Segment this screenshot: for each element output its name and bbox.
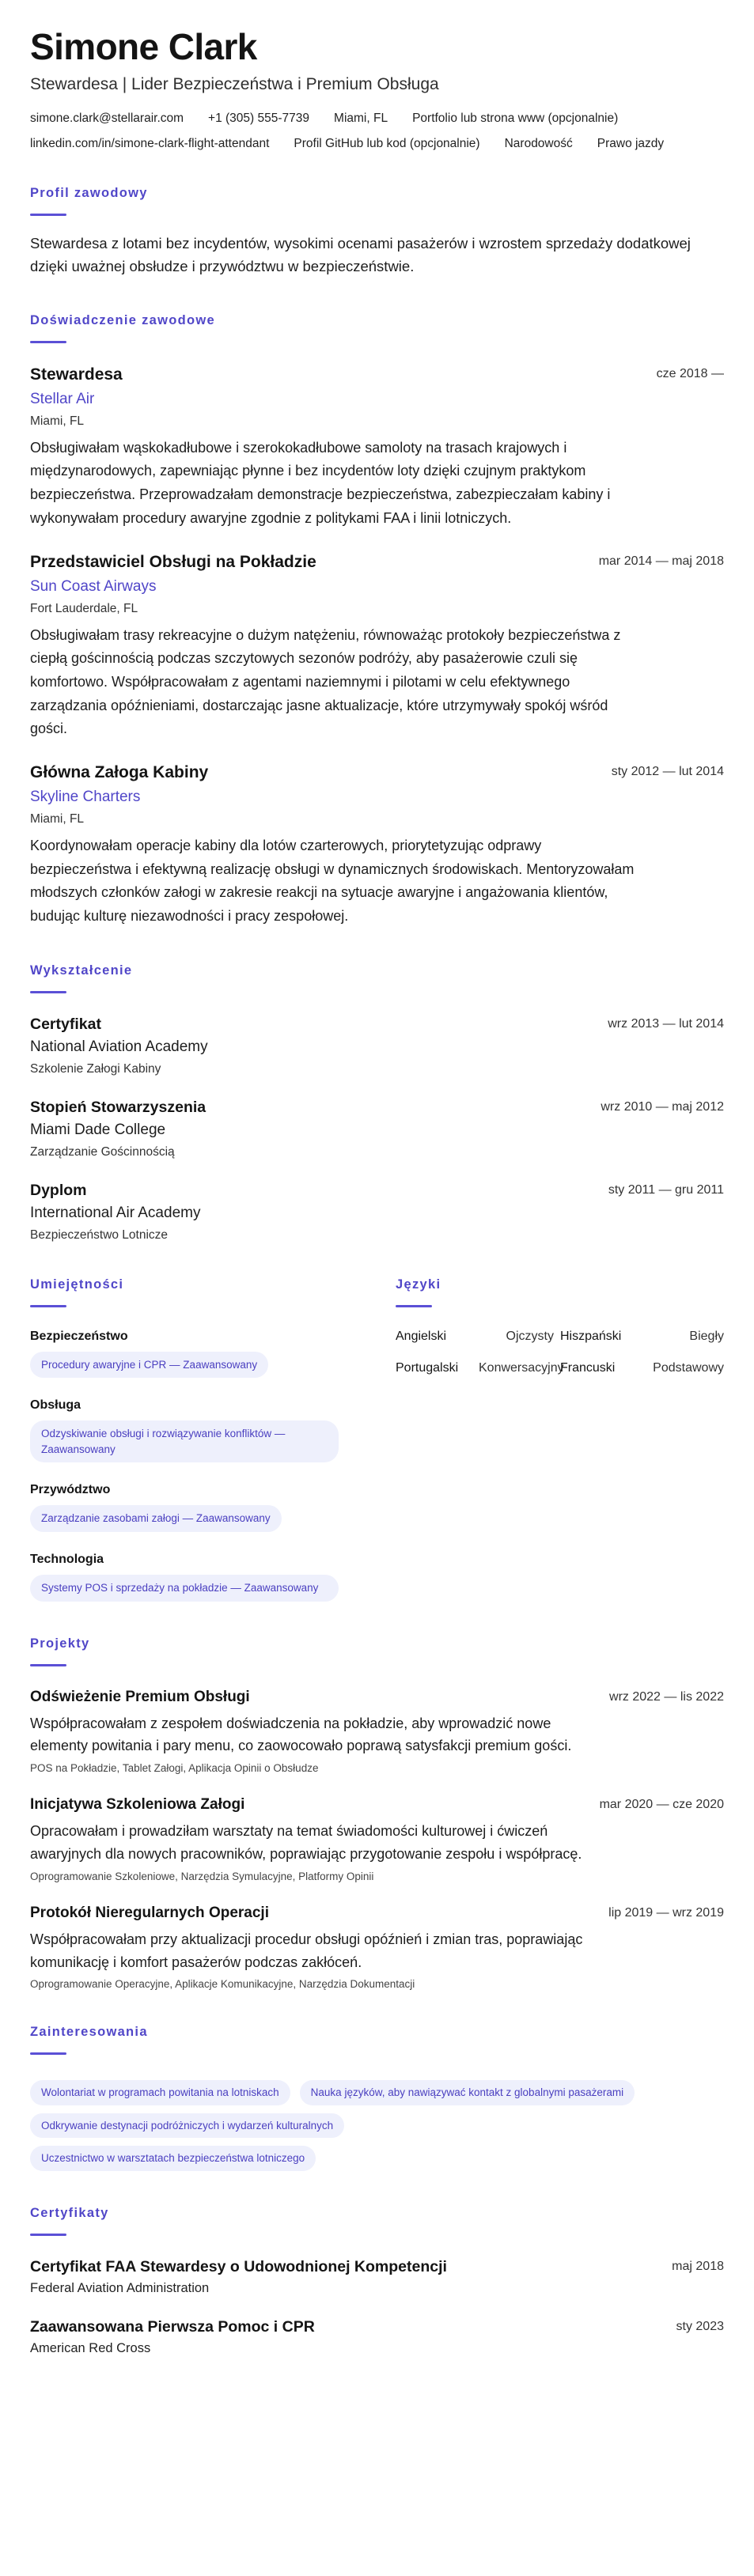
section-divider <box>30 1664 66 1666</box>
language-name: Portugalski <box>396 1360 459 1375</box>
project-dates: wrz 2022 — lis 2022 <box>609 1689 724 1704</box>
certification-date: maj 2018 <box>672 2260 724 2273</box>
interest-pill: Wolontariat w programach powitania na lotniskach <box>30 2080 290 2105</box>
skills-column <box>30 1243 362 1602</box>
section-title-languages: Języki <box>396 1277 441 1292</box>
project-name: Inicjatywa Szkoleniowa Załogi <box>30 1796 245 1814</box>
languages-grid <box>396 1330 724 1375</box>
project-description: Współpracowałam z zespołem doświadczenia na pokładzie, aby wprowadzić nowe elementy powitania i pary menu, co zaowocowało poprawą satysfakcji premium gości. <box>30 1715 572 1754</box>
section-title-skills: Umiejętności <box>30 1277 124 1292</box>
experience-role: Przedstawiciel Obsługi na Pokładzie <box>30 552 316 571</box>
section-divider <box>30 341 66 343</box>
section-divider <box>30 2052 66 2055</box>
project-name: Odświeżenie Premium Obsługi <box>30 1688 250 1705</box>
education-entry <box>30 1099 724 1159</box>
contact-driving-license: Prawo jazdy <box>597 136 665 150</box>
experience-description: Obsługiwałam wąskokadłubowe i szerokokadłubowe samoloty na trasach krajowych i międzynarodowych, zapewniając płynne i bez incydentów loty dzięki czujnym praktykom bezpieczeństwa. Przeprowadzałam demonstracje bezpieczeństwa, zabezpieczałam kabiny i wykonywałam procedury awaryjne zgodnie z politykami FAA i linii lotniczych. <box>30 439 611 526</box>
education-field: Zarządzanie Gościnnością <box>30 1144 175 1159</box>
education-degree: Certyfikat <box>30 1015 101 1033</box>
education-field: Bezpieczeństwo Lotnicze <box>30 1227 169 1242</box>
section-title-projects: Projekty <box>30 1636 90 1651</box>
education-school: International Air Academy <box>30 1204 201 1221</box>
skill-pill: Systemy POS i sprzedaży na pokładzie — Zaawansowany <box>30 1575 339 1602</box>
experience-description: Koordynowałam operacje kabiny dla lotów czarterowych, priorytetyzując odprawy bezpieczeństwa i efektywną realizację obsługi w dynamicznych środowiskach. Mentoryzowałam młodszych członków załogi w zakresie reakcji na sytuacje awaryjne i angażowania klientów, budując kulturę niezawodności i pracy zespołowej. <box>30 837 635 925</box>
contact-github[interactable]: Profil GitHub lub kod (opcjonalnie) <box>294 136 480 150</box>
section-title-education: Wykształcenie <box>30 963 133 978</box>
education-school: Miami Dade College <box>30 1121 166 1138</box>
section-title-experience: Doświadczenie zawodowe <box>30 312 215 327</box>
education-entry <box>30 1182 724 1243</box>
section-divider <box>30 2234 66 2236</box>
certification-date: sty 2023 <box>676 2320 724 2333</box>
education-dates: sty 2011 — gru 2011 <box>608 1182 724 1197</box>
contact-linkedin[interactable]: linkedin.com/in/simone-clark-flight-attendant <box>30 136 270 150</box>
language-level: Ojczysty <box>506 1329 554 1343</box>
project-tech: Oprogramowanie Szkoleniowe, Narzędzia Symulacyjne, Platformy Opinii <box>30 1870 374 1882</box>
experience-dates: cze 2018 — <box>656 366 724 380</box>
experience-entry <box>30 365 724 531</box>
section-divider <box>30 991 66 993</box>
education-degree: Dyplom <box>30 1181 87 1199</box>
interest-pill: Odkrywanie destynacji podróżniczych i wydarzeń kulturalnych <box>30 2113 344 2139</box>
experience-location: Miami, FL <box>30 414 85 428</box>
skill-category: Technologia <box>30 1552 104 1566</box>
languages-column <box>396 1243 724 1602</box>
certification-issuer: American Red Cross <box>30 2341 151 2355</box>
project-entry <box>30 1905 724 1991</box>
language-name: Francuski <box>560 1360 616 1375</box>
project-entry <box>30 1689 724 1775</box>
section-title-profile: Profil zawodowy <box>30 185 148 200</box>
education-degree: Stopień Stowarzyszenia <box>30 1098 206 1116</box>
project-dates: mar 2020 — cze 2020 <box>599 1798 724 1812</box>
language-level: Biegły <box>689 1329 724 1343</box>
profile-summary: Stewardesa z lotami bez incydentów, wysokimi ocenami pasażerów i wzrostem sprzedaży dodatkowej dzięki uważnej obsłudze i przywództwu w bezpieczeństwie. <box>30 234 691 275</box>
contact-email[interactable]: simone.clark@stellarair.com <box>30 111 184 125</box>
skill-category: Przywództwo <box>30 1483 111 1497</box>
education-field: Szkolenie Załogi Kabiny <box>30 1061 161 1076</box>
skill-category: Bezpieczeństwo <box>30 1329 128 1343</box>
project-tech: Oprogramowanie Operacyjne, Aplikacje Komunikacyjne, Narzędzia Dokumentacji <box>30 1978 415 1991</box>
experience-location: Miami, FL <box>30 811 85 826</box>
project-description: Współpracowałam przy aktualizacji procedur obsługi opóźnień i zmian tras, poprawiając komunikację i komfort pasażerów podczas zakłóceń. <box>30 1931 583 1970</box>
section-title-certifications: Certyfikaty <box>30 2206 109 2220</box>
candidate-headline: Stewardesa | Lider Bezpieczeństwa i Premium Obsługa <box>30 74 439 93</box>
experience-role: Stewardesa <box>30 365 123 384</box>
experience-company: Stellar Air <box>30 390 95 407</box>
language-level: Konwersacyjny <box>479 1360 564 1375</box>
section-divider <box>30 214 66 216</box>
skill-category: Obsługa <box>30 1398 81 1413</box>
skills-languages-row <box>30 1243 724 1602</box>
interests-list <box>30 2072 724 2171</box>
project-name: Protokół Nieregularnych Operacji <box>30 1904 269 1921</box>
education-school: National Aviation Academy <box>30 1038 208 1055</box>
project-tech: POS na Pokładzie, Tablet Załogi, Aplikacja Opinii o Obsłudze <box>30 1762 319 1775</box>
section-divider <box>396 1305 432 1307</box>
certification-name: Certyfikat FAA Stewardesy o Udowodnionej Kompetencji <box>30 2258 447 2275</box>
project-dates: lip 2019 — wrz 2019 <box>608 1905 724 1920</box>
project-description: Opracowałam i prowadziłam warsztaty na temat świadomości kulturowej i ćwiczeń awaryjnych dla nowych pracowników, poprawiając przygotowanie zespołu i współpracę. <box>30 1823 582 1862</box>
experience-dates: sty 2012 — lut 2014 <box>611 764 724 778</box>
experience-company: Skyline Charters <box>30 788 141 805</box>
interest-pill: Nauka języków, aby nawiązywać kontakt z globalnymi pasażerami <box>300 2080 635 2105</box>
certification-name: Zaawansowana Pierwsza Pomoc i CPR <box>30 2318 315 2336</box>
contact-phone[interactable]: +1 (305) 555-7739 <box>208 111 310 125</box>
language-name: Angielski <box>396 1329 447 1343</box>
experience-location: Fort Lauderdale, FL <box>30 601 138 615</box>
education-dates: wrz 2013 — lut 2014 <box>608 1016 724 1031</box>
contact-portfolio[interactable]: Portfolio lub strona www (opcjonalnie) <box>412 111 619 125</box>
certification-entry <box>30 2258 724 2296</box>
contact-list <box>30 112 724 151</box>
experience-dates: mar 2014 — maj 2018 <box>598 554 724 568</box>
section-divider <box>30 1305 66 1307</box>
contact-location: Miami, FL <box>334 111 388 125</box>
skill-pill: Procedury awaryjne i CPR — Zaawansowany <box>30 1352 268 1379</box>
skill-pill: Zarządzanie zasobami załogi — Zaawansowany <box>30 1505 282 1532</box>
certification-issuer: Federal Aviation Administration <box>30 2281 210 2295</box>
education-entry <box>30 1016 724 1076</box>
language-name: Hiszpański <box>560 1329 622 1343</box>
contact-nationality: Narodowość <box>504 136 573 150</box>
language-level: Podstawowy <box>653 1360 724 1375</box>
project-entry <box>30 1796 724 1882</box>
experience-company: Sun Coast Airways <box>30 577 157 595</box>
candidate-name: Simone Clark <box>30 26 257 67</box>
certification-entry <box>30 2318 724 2356</box>
experience-role: Główna Załoga Kabiny <box>30 762 209 781</box>
experience-description: Obsługiwałam trasy rekreacyjne o dużym natężeniu, równoważąc protokoły bezpieczeństwa z ciepłą gościnnością podczas szczytowych sezonów podróży, aby pasażerowie czuli się komfortowo. Współpracowałam z agentami naziemnymi i pilotami w celu efektywnego zarządzania opóźnieniami, dostarczając jasne aktualizacje, które utrzymywały spokój wśród gości. <box>30 626 621 737</box>
interest-pill: Uczestnictwo w warsztatach bezpieczeństwa lotniczego <box>30 2146 316 2171</box>
section-title-interests: Zainteresowania <box>30 2025 148 2040</box>
experience-entry <box>30 763 724 929</box>
skill-pill: Odzyskiwanie obsługi i rozwiązywanie konfliktów — Zaawansowany <box>30 1420 339 1462</box>
experience-entry <box>30 553 724 741</box>
education-dates: wrz 2010 — maj 2012 <box>601 1099 724 1114</box>
